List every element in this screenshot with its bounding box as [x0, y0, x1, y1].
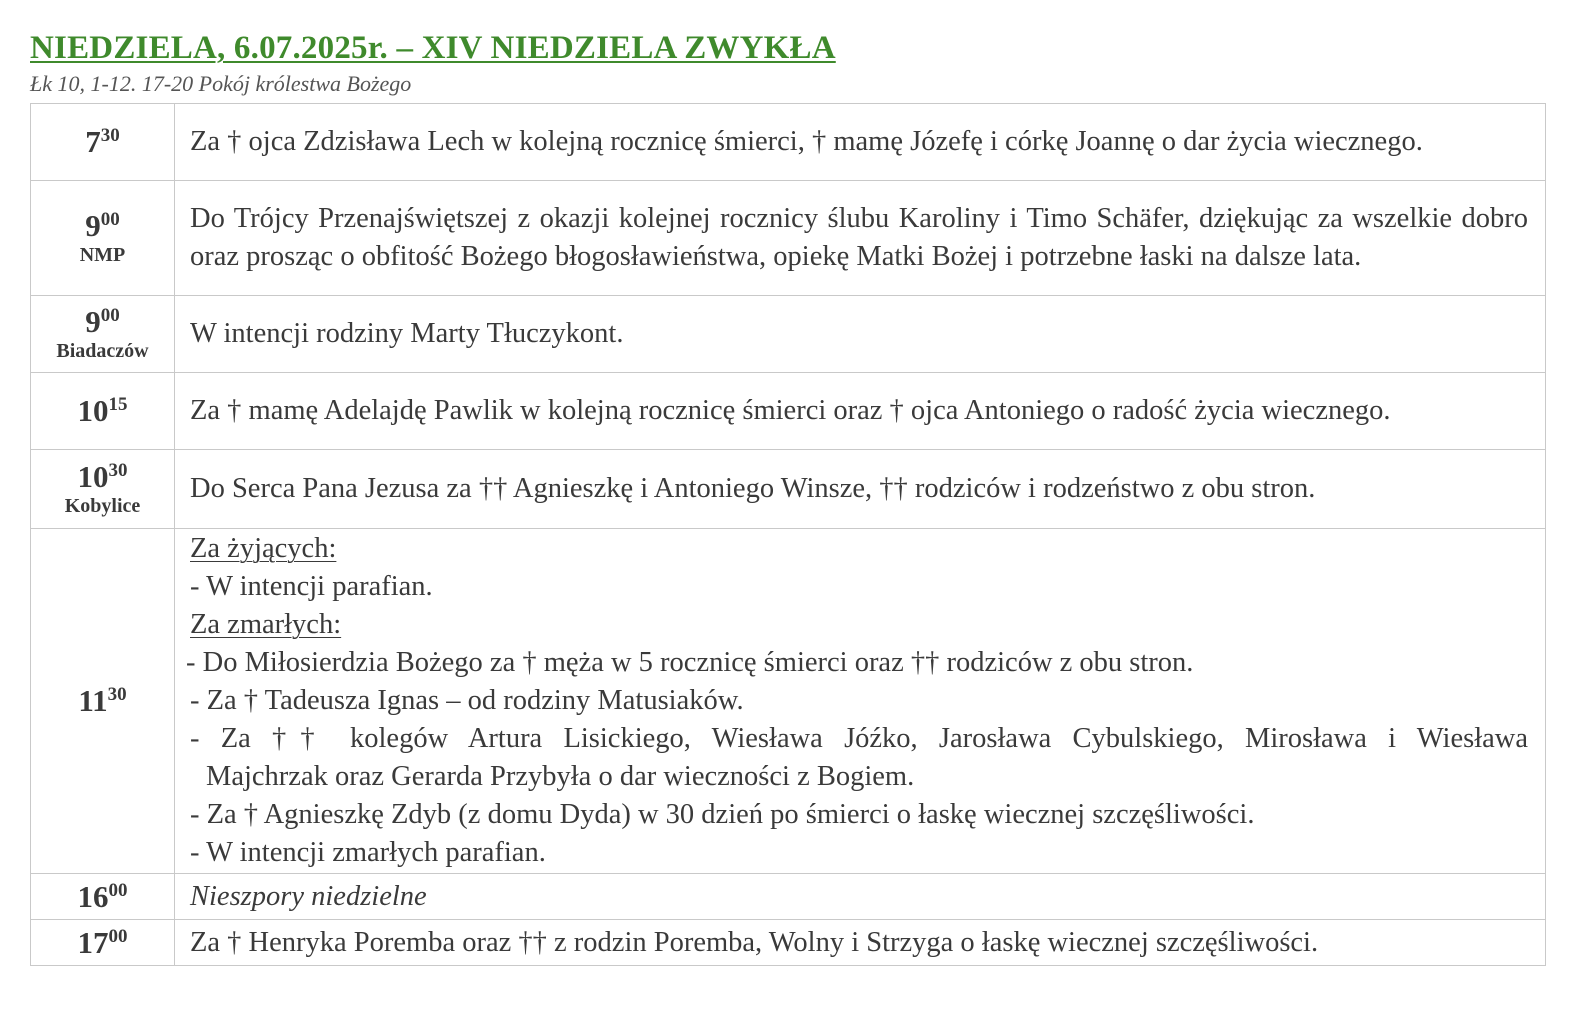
mass-location: Kobylice [64, 495, 141, 517]
mass-time [31, 920, 175, 966]
mass-intention: Nieszpory niedzielne [175, 874, 1546, 920]
mass-intention: Do Trójcy Przenajświętszej z okazji kolejnej rocznicy ślubu Karoliny i Timo Schäfer, dziękując za wszelkie dobro oraz prosząc o obfitość Bożego błogosławieństwa, opiekę Matki Bożej i potrzebne łaski na dalsze lata. [175, 181, 1546, 296]
time-minutes: 30 [100, 125, 120, 146]
mass-time [31, 874, 175, 920]
mass-time [31, 296, 175, 373]
time-minutes: 00 [108, 879, 128, 901]
intention-text: Do Serca Pana Jezusa za †† Agnieszkę i Antoniego Winsze, †† rodziców i rodzeństwo z obu stron. [190, 473, 1316, 504]
time-hour: 16 [77, 878, 109, 914]
time-hour: 10 [77, 459, 109, 494]
mass-time [31, 373, 175, 450]
mass-location: NMP [79, 244, 126, 266]
time-minutes: 00 [100, 305, 120, 326]
mass-time [31, 450, 175, 529]
time-hour: 9 [85, 208, 101, 243]
mass-intention-list [175, 529, 1546, 874]
intention-text: Za † Henryka Poremba oraz †† z rodzin Poremba, Wolny i Strzyga o łaskę wiecznej szczęśliwości. [190, 926, 1319, 958]
time-minutes: 15 [108, 394, 128, 415]
mass-time [31, 529, 175, 874]
list-item-continuation: Majchrzak oraz Gerarda Przybyła o dar wieczności z Bogiem. [206, 761, 915, 792]
time-minutes: 00 [100, 209, 120, 230]
table-row [31, 920, 1546, 966]
gospel-reading: Łk 10, 1-12. 17-20 Pokój królestwa Bożego [30, 71, 412, 96]
table-row [31, 529, 1546, 874]
table-row [31, 373, 1546, 450]
section-label-dead: Za zmarłych: [190, 609, 342, 640]
mass-intention [175, 920, 1546, 966]
mass-time [31, 181, 175, 296]
table-row [31, 450, 1546, 529]
table-row [31, 296, 1546, 373]
mass-intention: Za † mamę Adelajdę Pawlik w kolejną rocznicę śmierci oraz † ojca Antoniego o radość życia wiecznego. [175, 373, 1546, 450]
time-minutes: 30 [107, 684, 127, 705]
table-row [31, 874, 1546, 920]
list-item: - Za † Agnieszkę Zdyb (z domu Dyda) w 30 dzień po śmierci o łaskę wiecznej szczęśliwości. [190, 799, 1255, 830]
list-item: - W intencji zmarłych parafian. [190, 837, 546, 868]
page-title: NIEDZIELA, 6.07.2025r. – XIV NIEDZIELA ZWYKŁA [30, 30, 836, 66]
section-label-living: Za żyjących: [190, 533, 337, 564]
time-hour: 9 [85, 304, 101, 339]
time-hour: 7 [85, 124, 101, 159]
mass-intention [175, 450, 1546, 529]
time-minutes: 00 [108, 925, 128, 947]
list-item: - Za †† kolegów Artura Lisickiego, Wiesława Jóźko, Jarosława Cybulskiego, Mirosława i Wiesława [190, 723, 1528, 754]
time-hour: 17 [77, 924, 109, 960]
table-row [31, 104, 1546, 181]
mass-intentions-table [30, 103, 1546, 966]
mass-intention: Za † ojca Zdzisława Lech w kolejną rocznicę śmierci, † mamę Józefę i córkę Joannę o dar życia wiecznego. [175, 104, 1546, 181]
mass-location: Biadaczów [56, 340, 149, 362]
list-item: - W intencji parafian. [190, 571, 433, 602]
time-minutes: 30 [108, 460, 128, 481]
time-hour: 10 [77, 393, 109, 428]
time-hour: 11 [78, 683, 108, 718]
list-item: - Za † Tadeusza Ignas – od rodziny Matusiaków. [190, 685, 744, 716]
mass-intention: W intencji rodziny Marty Tłuczykont. [175, 296, 1546, 373]
list-item: - Do Miłosierdzia Bożego za † męża w 5 rocznicę śmierci oraz †† rodziców z obu stron. [186, 647, 1194, 678]
mass-time [31, 104, 175, 181]
document-page [30, 26, 1546, 966]
table-row [31, 181, 1546, 296]
